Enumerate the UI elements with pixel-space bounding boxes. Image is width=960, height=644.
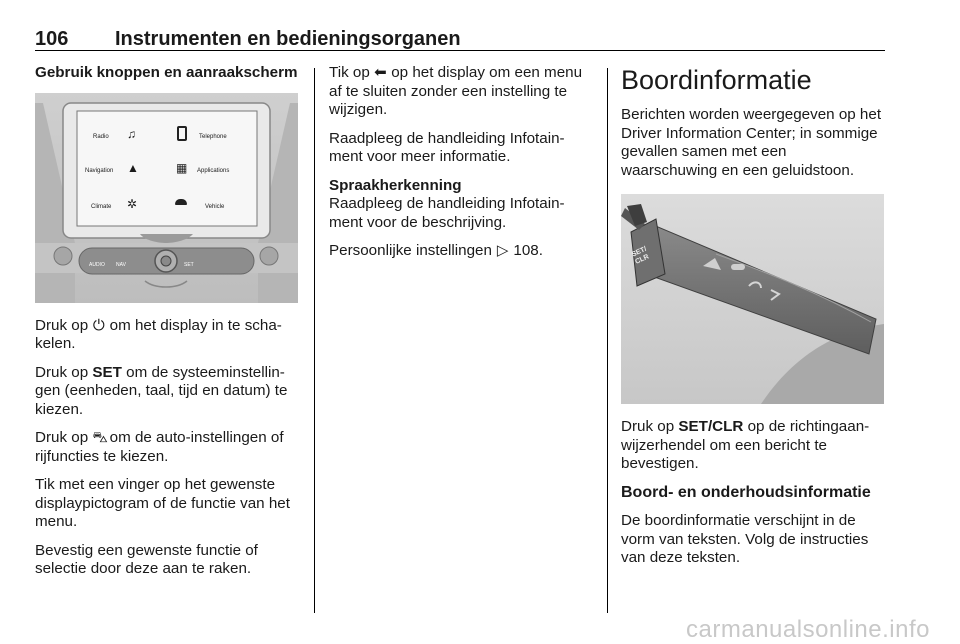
audio-button[interactable]: AUDIO <box>89 261 105 268</box>
tile-vehicle[interactable] <box>171 195 251 213</box>
section-heading-boordinformatie: Boordinformatie <box>621 65 812 95</box>
tile-climate[interactable] <box>85 195 165 213</box>
paragraph-set-clr: Druk op SET/CLR op de richtingaan-wijzerhendel om een bericht te bevestigen. <box>621 418 870 472</box>
sub-heading-spraakherkenning: Spraakherkenning <box>329 176 462 194</box>
set-keyword: SET <box>92 363 122 381</box>
page-ref-link[interactable]: 108. <box>513 242 543 259</box>
paragraph-power: Druk op ⏻ om het display in te scha-kelen. <box>35 316 282 352</box>
tile-navigation-label: Navigation <box>85 167 114 174</box>
set-clr-keyword: SET/CLR <box>678 418 744 435</box>
turn-signal-stalk-illustration <box>621 194 884 404</box>
apps-grid-icon: ▦ <box>176 160 188 175</box>
car-icon <box>175 199 187 205</box>
page-number: 106 <box>35 28 69 50</box>
paragraph-speech: Raadpleeg de handleiding Infotain-ment voor de beschrijving. <box>329 195 565 231</box>
tile-applications[interactable] <box>171 159 251 177</box>
column-1 <box>35 64 300 589</box>
section-heading-knoppen: Gebruik knoppen en aanraakscherm <box>35 64 298 81</box>
nav-button[interactable]: NAV <box>116 261 126 268</box>
tile-telephone[interactable] <box>171 125 251 143</box>
set-button[interactable]: SET <box>184 261 194 268</box>
column-divider-2 <box>607 68 608 613</box>
music-note-icon: ♫ <box>127 126 136 141</box>
stalk-figure <box>621 194 884 404</box>
column-divider-1 <box>314 68 315 613</box>
watermark: carmanualsonline.info <box>686 616 930 643</box>
sub-heading-onderhoud: Boord- en onderhoudsinformatie <box>621 483 871 501</box>
set-clr-stalk-label: SET/ CLR <box>630 245 651 266</box>
fan-icon: ✲ <box>127 196 138 211</box>
paragraph-messages: Berichten worden weergegeven op het Driver Information Center; in sommige gevallen samen met een waarschuwing en een geluidstoon. <box>621 106 882 179</box>
page-ref-icon: ▷ <box>496 242 509 259</box>
paragraph-confirm: Bevestig een gewenste functie of selectie door deze aan te raken. <box>35 541 258 577</box>
phone-icon <box>177 126 187 141</box>
paragraph-infotainment: Raadpleeg de handleiding Infotain-ment voor meer informatie. <box>329 129 565 165</box>
page-title: Instrumenten en bedieningsorganen <box>115 28 461 50</box>
paragraph-set: Druk op SET om de systeeminstellin-gen (eenheden, taal, tijd en datum) te kiezen. <box>35 363 288 418</box>
column-2 <box>329 64 594 271</box>
paragraph-tap: Tik met een vinger op het gewenste displaypictogram of de functie van het menu. <box>35 476 290 530</box>
tile-climate-label: Climate <box>91 203 112 210</box>
paragraph-car-settings: Druk op ⛍ om de auto-instellingen of rijfuncties te kiezen. <box>35 429 284 465</box>
car-settings-icon: ⛍ <box>92 429 109 446</box>
paragraph-back: Tik op ⬅ op het display om een menu af te sluiten zonder een instelling te wijzigen. <box>329 64 583 118</box>
tile-radio[interactable] <box>85 125 165 143</box>
paragraph-boord-info: De boordinformatie verschijnt in de vorm van teksten. Volg de instructies van deze teksten. <box>621 512 869 566</box>
footer <box>0 612 960 644</box>
paragraph-personal-settings: Persoonlijke instellingen ▷ 108. <box>329 242 543 259</box>
tile-applications-label: Applications <box>197 167 230 174</box>
tile-navigation[interactable] <box>85 159 165 177</box>
power-knob-icon[interactable] <box>155 250 177 272</box>
navigation-arrow-icon: ▲ <box>127 160 139 175</box>
power-icon: ⏻ <box>92 316 105 334</box>
infotainment-figure <box>35 93 298 303</box>
column-3 <box>621 64 886 578</box>
tile-telephone-label: Telephone <box>199 133 227 140</box>
tile-vehicle-label: Vehicle <box>205 203 225 210</box>
tile-radio-label: Radio <box>93 133 109 140</box>
header-rule <box>35 50 885 51</box>
page-header <box>35 28 885 50</box>
back-arrow-icon: ⬅ <box>374 64 387 81</box>
